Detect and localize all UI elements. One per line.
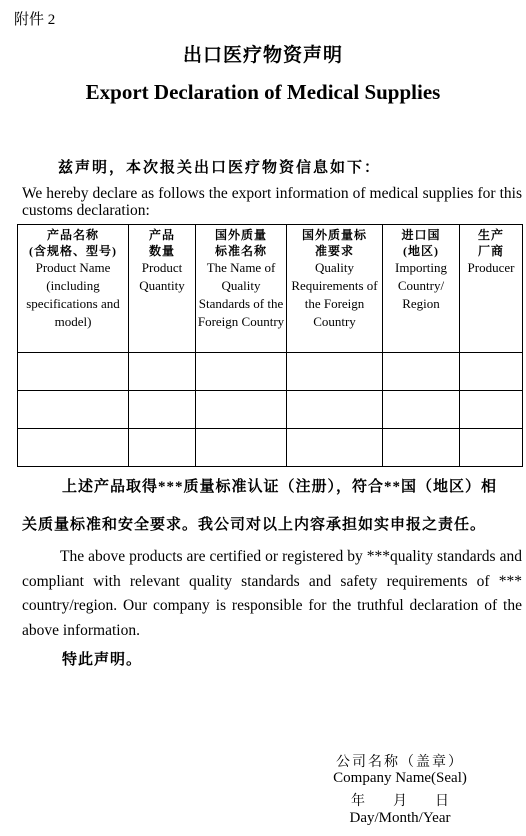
signature-company-english: Company Name(Seal) xyxy=(333,770,467,786)
header-standard-name xyxy=(196,225,287,353)
table-cell[interactable] xyxy=(287,429,383,467)
table-cell[interactable] xyxy=(460,353,523,391)
header-producer xyxy=(460,225,523,353)
title-english: Export Declaration of Medical Supplies xyxy=(85,80,441,104)
title-chinese: 出口医疗物资声明 xyxy=(182,45,343,66)
header-en: Importing Country/ Region xyxy=(395,260,447,311)
intro-chinese: 兹声明，本次报关出口医疗物资信息如下： xyxy=(58,160,382,176)
header-en: Product Quantity xyxy=(139,260,185,293)
table-cell[interactable] xyxy=(287,353,383,391)
certification-chinese-line1: 上述产品取得***质量标准认证（注册），符合**国（地区）相 xyxy=(62,479,498,495)
header-product-name xyxy=(18,225,129,353)
header-cn: 国外质量 标准名称 xyxy=(214,228,267,258)
header-importing-country xyxy=(383,225,460,353)
certification-english: The above products are certified or registered by ***quality standards and compliant with relevant quality standards and safety requirements of *** country/region. Our company is responsible for the truthful declaration of the above information. xyxy=(22,548,522,639)
table-cell[interactable] xyxy=(129,391,196,429)
table-cell[interactable] xyxy=(460,391,523,429)
header-cn: 国外质量标 准要求 xyxy=(301,228,367,258)
header-cn: 生产 厂商 xyxy=(477,228,504,258)
table-cell[interactable] xyxy=(129,429,196,467)
signature-company-chinese: 公司名称（盖章） xyxy=(336,755,464,770)
table-cell[interactable] xyxy=(383,429,460,467)
attachment-label: 附件 2 xyxy=(14,12,56,28)
header-cn: 产品 数量 xyxy=(148,228,175,258)
header-cn: 产品名称 (含规格、型号) xyxy=(29,228,117,258)
table-cell[interactable] xyxy=(383,353,460,391)
header-en: The Name of Quality Standards of the Foreign Country xyxy=(197,260,285,329)
table-cell[interactable] xyxy=(383,391,460,429)
certification-chinese-line2: 关质量标准和安全要求。我公司对以上内容承担如实申报之责任。 xyxy=(22,517,487,533)
supplies-table xyxy=(17,224,523,467)
table-row xyxy=(18,353,523,391)
header-quality-requirements xyxy=(287,225,383,353)
signature-date-english: Day/Month/Year xyxy=(349,810,451,826)
table-cell[interactable] xyxy=(129,353,196,391)
table-row xyxy=(18,391,523,429)
table-cell[interactable] xyxy=(196,429,287,467)
header-en: Quality Requirements of the Foreign Country xyxy=(291,260,378,329)
table-cell[interactable] xyxy=(18,391,129,429)
intro-english: We hereby declare as follows the export information of medical supplies for this customs declaration: xyxy=(22,185,522,219)
header-en: Product Name (including specifications and model) xyxy=(26,260,120,329)
table-header-row xyxy=(18,225,523,353)
table-cell[interactable] xyxy=(196,391,287,429)
table-cell[interactable] xyxy=(18,429,129,467)
table-cell[interactable] xyxy=(460,429,523,467)
declaration-closing: 特此声明。 xyxy=(62,652,143,668)
table-cell[interactable] xyxy=(196,353,287,391)
header-en: Producer xyxy=(467,260,515,275)
table-cell[interactable] xyxy=(18,353,129,391)
table-cell[interactable] xyxy=(287,391,383,429)
header-cn: 进口国 (地区) xyxy=(401,228,441,258)
table-row xyxy=(18,429,523,467)
header-product-quantity xyxy=(129,225,196,353)
signature-date-chinese: 年 月 日 xyxy=(351,794,449,809)
